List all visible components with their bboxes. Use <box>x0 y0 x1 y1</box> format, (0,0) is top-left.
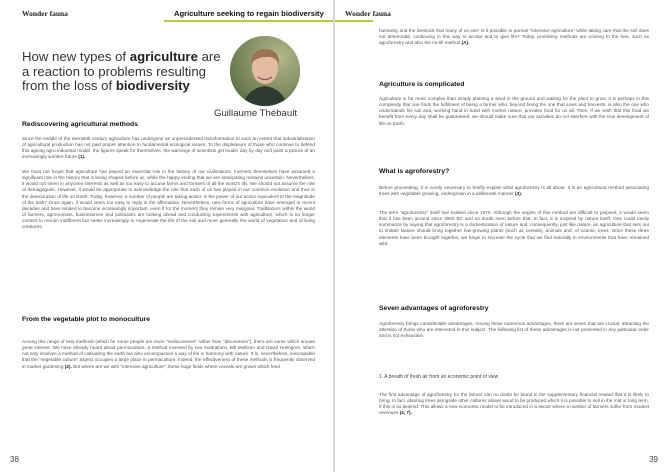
left-page <box>0 0 333 472</box>
heading-vegetable-plot: From the vegetable plot to monoculture <box>22 316 151 323</box>
heading-seven-advantages: Seven advantages of agroforestry <box>379 305 489 312</box>
author-portrait <box>230 36 300 106</box>
right-page <box>335 0 668 472</box>
paragraph: humanity and the livestock that many of us eat? Is it possible to pursue "intensive agriculture" while taking care that the soil does not deteriorate, continuing in this way to accept and to give life? Today, promising methods are coming to the fore, such as agroforestry and also the no-till method (A). <box>379 28 649 46</box>
paragraph: The first advantage of agroforestry for the farmer can no doubt be found in the supplementary financial reward that it is likely to bring. In fact, planting trees alongside other cultures allows wood to be produced which it is possible to sell in the mid or long term. If this is so desired. This allows a new economic model to be introduced in a sector where a number of farmers suffer from modest revenues (4, 7). <box>379 392 649 416</box>
running-head: Wonder fauna <box>345 9 391 18</box>
paragraph: We must not forget that agriculture has played an essential role in the history of our civilizations. Farmers themselves have assumed a significant role in the history that is being shaped before us, while the happy ending that we are anticipating remains uncertain. Nevertheless, it would not seem in anyones interests as well as too easy to accuse farms and farmers of all the world's ills. We should not assume the role of demagogues. However, it would be appropriate to acknowledge the role that each of us has played in our common evolution and thus in the deterioration of life on Earth. Today, however, a number of people are taking action: is the power of our action equivalent to the magnitude of the task? Once again, it would seem too easy to reply in the affirmative. Nevertheless, new forms of agriculture have emerged in recent decades and have tended to become increasingly important, even if for the moment they remain very marginal. Trailblazers within the world of farmers, agronomists, businessmen and politicians are looking ahead and conducting experiments with agriculture, which is no longer content to remain indifferent but seeks increasingly to regenerate the life of the soil and more generally the world of vegetation and of living creatures. <box>22 169 315 230</box>
paragraph: Since the middle of the twentieth century agriculture has undergone an unprecedented transformation to such an extent that industrialization of agricultural production has not paid proper attention to fundamental ecological issues. To the displeasure of those who continue to defend this ageing agro-industrial model, the figures speak for themselves, the warnings of scientists get louder day by day and paint a picture of an increasingly sombre future (1). <box>22 136 315 160</box>
paragraph: Agroforestry brings considerable advantages. Among these numerous advantages, there are seven that are crucial, attracting the attention of those who are interested in this subject. The following list of these advantages is not presented in any particular order and is not exhaustive. <box>379 321 649 339</box>
header-accent-rule <box>335 20 373 22</box>
paragraph: Agriculture is far more complex than simply planting a seed in the ground and waiting for the plant to grow. It is perhaps in this complexity that one finds the fulfilment of being a farmer who, beyond being the one that sows and harvests, is also the one who understands his soil and, working hand in hand with mother nature, provides food for us all. Then, if we wish that this food we benefit from every day shall be guaranteed, we should make sure that our activities do not interfere with the true development of life on Earth. <box>379 96 649 126</box>
heading-rediscovering: Rediscovering agricultural methods <box>22 121 138 128</box>
running-head: Wonder fauna <box>22 9 68 18</box>
author-name: Guillaume Thébault <box>214 108 298 119</box>
page-number: 39 <box>649 455 658 464</box>
article-title: How new types of agriculture are a reaction to problems resulting from the loss of biodiversity <box>22 49 221 93</box>
section-title: Agriculture seeking to regain biodiversity <box>174 9 324 18</box>
page-number: 38 <box>10 455 19 464</box>
heading-complicated: Agriculture is complicated <box>379 81 465 88</box>
header-accent-rule <box>164 20 333 22</box>
paragraph: Among this range of new methods (which for some people are more "rediscoveries" rather than "discoveries"), there are some which arouse great interest. We have already heard about permaculture, a method invented by two Australians, Bill Mollison and David Holmgren, which not only involves a method of cultivating the earth but also encompasses a way of life in harmony with nature. It is, nevertheless, inescapable that the "vegetable culture" aspect occupies a large place in permaculture. Indeed, the effectiveness of these methods is frequently observed in market gardening (2). But where are we with "intensive agriculture", these huge fields where cereals are grown which feed <box>22 339 315 369</box>
heading-what-is-agroforestry: What is agroforestry? <box>379 168 450 175</box>
paragraph: The term "agroforestry" itself has existed since 1970. Although the origins of this method are difficult to pinpoint, it would seem that it has been around since 3000 BC and no doubt even before that. In fact, it is inspired by nature itself. One could easily summarize by saying that agroforestry is a domestication of nature and, consequently, just like nature, an agriculture that sets out to imitate Nature should bring together low-growing plants (such as cereals), animals and, of course, trees. Once these three elements have been brought together, we begin to recreate the cycle that we find naturally in environments that have remained wild. <box>379 210 649 246</box>
subheading-economic: 1. A breath of fresh air from an economic point of view <box>379 374 499 380</box>
paragraph: Before proceeding, it is surely necessary to briefly explain what agroforestry is all about. It is an agricultural method associating trees with vegetable growing, undergrown in a deliberate manner (3). <box>379 185 649 197</box>
